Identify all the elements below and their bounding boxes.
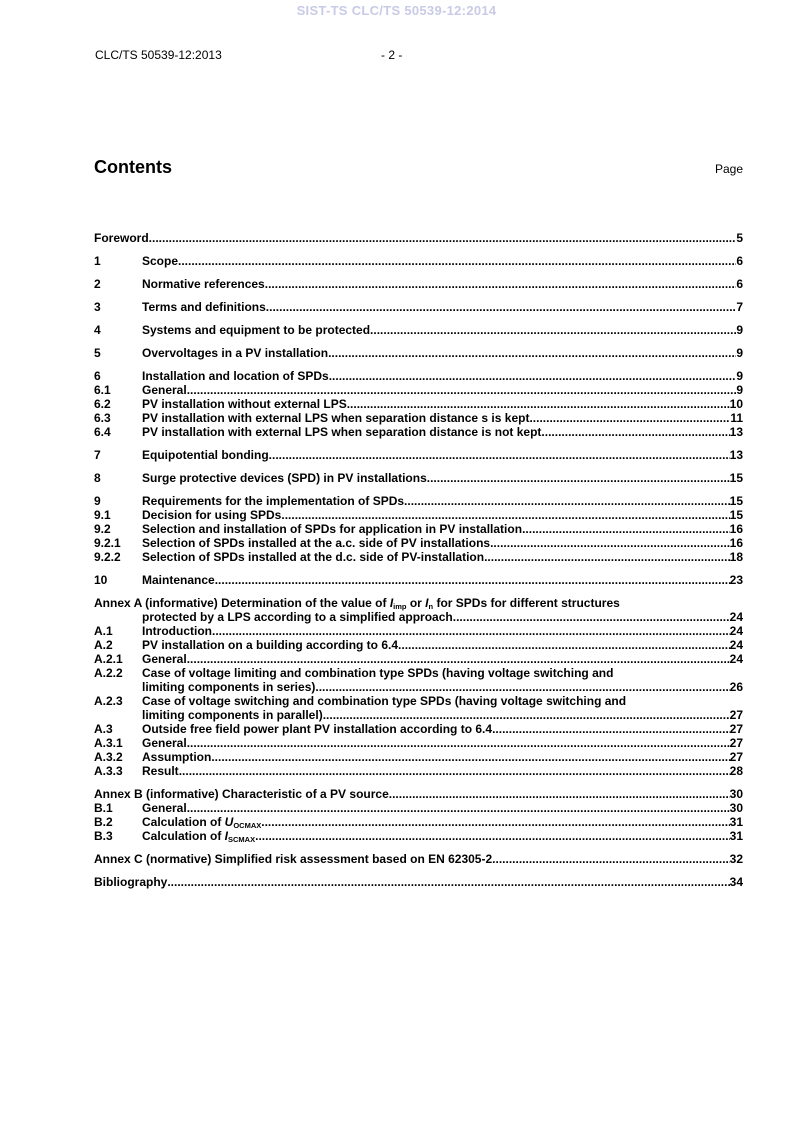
toc-entry-equipotential[interactable] <box>94 448 743 462</box>
toc-entry-page: 32 <box>729 852 743 866</box>
toc-entry-annex-a-cont[interactable] <box>94 610 743 624</box>
toc-entry-number: A.3.2 <box>94 750 123 764</box>
toc-entry-terms[interactable] <box>94 300 743 314</box>
toc-entry-title: Decision for using SPDs <box>142 508 282 522</box>
toc-entry-page: 23 <box>729 573 743 587</box>
toc-entry-foreword[interactable] <box>94 231 743 245</box>
toc-entry-number: 9.2.1 <box>94 536 121 550</box>
toc-entry-scope[interactable] <box>94 254 743 268</box>
toc-entry-title: Requirements for the implementation of SPDs <box>142 494 405 508</box>
toc-entry-spd[interactable] <box>94 471 743 485</box>
toc-entry-title: Annex B (informative) Characteristic of a PV source <box>94 787 389 801</box>
toc-entry-a-2-2[interactable] <box>94 666 743 680</box>
page-number: - 2 - <box>381 48 403 62</box>
toc-entry-systems[interactable] <box>94 323 743 337</box>
leader-dots <box>187 383 737 397</box>
toc-entry-page: 13 <box>729 448 743 462</box>
toc-entry-annex-b[interactable] <box>94 787 743 801</box>
leader-dots <box>212 624 730 638</box>
toc-entry-title: General <box>142 736 187 750</box>
toc-entry-title: Selection of SPDs installed at the d.c. side of PV-installation <box>142 550 485 564</box>
toc-entry-title: Bibliography <box>94 875 168 889</box>
toc-entry-title: protected by a LPS according to a simplified approach <box>142 610 453 624</box>
toc-entry-9-2-2[interactable] <box>94 550 743 564</box>
leader-dots <box>398 638 730 652</box>
toc-entry-page: 15 <box>729 471 743 485</box>
toc-entry-number: A.3.3 <box>94 764 123 778</box>
leader-dots <box>265 277 737 291</box>
toc-entry-page: 28 <box>729 764 743 778</box>
leader-dots <box>167 875 729 889</box>
toc-entry-a-3-1[interactable] <box>94 736 743 750</box>
toc-entry-number: 6 <box>94 369 101 383</box>
toc-entry-title: General <box>142 383 187 397</box>
leader-dots <box>492 722 730 736</box>
toc-entry-page: 24 <box>729 624 743 638</box>
toc-entry-number: 9.2 <box>94 522 111 536</box>
toc-entry-number: 3 <box>94 300 101 314</box>
leader-dots <box>215 573 730 587</box>
leader-dots <box>187 652 730 666</box>
toc-entry-number: A.2.1 <box>94 652 123 666</box>
leader-dots <box>178 254 736 268</box>
leader-dots <box>492 852 729 866</box>
toc-entry-title: Systems and equipment to be protected <box>142 323 371 337</box>
page-column-label: Page <box>714 162 743 176</box>
toc-entry-b-2[interactable] <box>94 815 743 829</box>
toc-entry-a-2-3[interactable] <box>94 694 743 708</box>
toc-entry-title: Calculation of $I_{SCMAX}$ <box>142 829 256 844</box>
toc-entry-annex-a[interactable] <box>94 596 743 610</box>
toc-entry-bibliography[interactable] <box>94 875 743 889</box>
toc-entry-a-2-3-cont[interactable] <box>94 708 743 722</box>
toc-entry-number: A.3.1 <box>94 736 123 750</box>
toc-entry-page: 10 <box>729 397 743 411</box>
toc-entry-number: A.3 <box>94 722 113 736</box>
leader-dots <box>541 425 729 439</box>
leader-dots <box>347 397 730 411</box>
toc-entry-title: limiting components in series) <box>142 680 316 694</box>
toc-entry-number: 10 <box>94 573 108 587</box>
toc-entry-page: 9 <box>736 383 743 397</box>
leader-dots <box>281 508 729 522</box>
toc-entry-title: Calculation of $U_{OCMAX}$ <box>142 815 262 830</box>
leader-dots <box>389 787 730 801</box>
toc-entry-title: Annex C (normative) Simplified risk assessment based on EN 62305-2 <box>94 852 493 866</box>
toc-entry-page: 9 <box>736 369 743 383</box>
leader-dots <box>323 708 730 722</box>
leader-dots <box>328 346 736 360</box>
toc-entry-a-3[interactable] <box>94 722 743 736</box>
toc-entry-page: 31 <box>729 829 743 843</box>
toc-entry-page: 30 <box>729 801 743 815</box>
toc-entry-page: 30 <box>729 787 743 801</box>
toc-entry-page: 24 <box>729 652 743 666</box>
toc-entry-number: 7 <box>94 448 101 462</box>
toc-entry-title: PV installation without external LPS <box>142 397 347 411</box>
leader-dots <box>453 610 730 624</box>
toc-entry-9-2[interactable] <box>94 522 743 536</box>
toc-entry-number: A.2 <box>94 638 113 652</box>
toc-entry-title: Result <box>142 764 179 778</box>
toc-entry-b-1[interactable] <box>94 801 743 815</box>
toc-entry-page: 26 <box>729 680 743 694</box>
toc-entry-annex-c[interactable] <box>94 852 743 866</box>
toc-entry-page: 31 <box>729 815 743 829</box>
toc-entry-number: B.1 <box>94 801 113 815</box>
toc-entry-page: 24 <box>729 610 743 624</box>
toc-entry-title: Introduction <box>142 624 212 638</box>
leader-dots <box>261 815 729 829</box>
toc-entry-page: 6 <box>736 277 743 291</box>
toc-entry-number: 5 <box>94 346 101 360</box>
toc-entry-number: 9 <box>94 494 101 508</box>
toc-entry-number: 9.2.2 <box>94 550 121 564</box>
toc-entry-number: 6.4 <box>94 425 111 439</box>
toc-entry-6-1[interactable] <box>94 383 743 397</box>
toc-entry-page: 27 <box>729 722 743 736</box>
leader-dots <box>484 550 730 564</box>
leader-dots <box>522 522 730 536</box>
toc-entry-page: 16 <box>729 536 743 550</box>
toc-entry-number: 1 <box>94 254 101 268</box>
contents-title: Contents <box>94 157 172 177</box>
toc-entry-title: Terms and definitions <box>142 300 266 314</box>
toc-entry-6-2[interactable] <box>94 397 743 411</box>
leader-dots <box>427 471 730 485</box>
toc-entry-title: Selection of SPDs installed at the a.c. side of PV installations <box>142 536 491 550</box>
leader-dots <box>149 231 737 245</box>
toc-entry-number: 2 <box>94 277 101 291</box>
toc-entry-page: 18 <box>729 550 743 564</box>
leader-dots <box>179 764 730 778</box>
toc-entry-number: 4 <box>94 323 101 337</box>
leader-dots <box>211 750 729 764</box>
leader-dots <box>266 300 737 314</box>
toc-entry-title: Normative references <box>142 277 265 291</box>
toc-entry-page: 16 <box>729 522 743 536</box>
toc-entry-number: 9.1 <box>94 508 111 522</box>
toc-entry-title: Case of voltage limiting and combination type SPDs (having voltage switching and <box>142 666 614 680</box>
toc-entry-6-4[interactable] <box>94 425 743 439</box>
toc-entry-title: Maintenance <box>142 573 215 587</box>
table-of-contents <box>94 231 743 889</box>
toc-entry-page: 13 <box>729 425 743 439</box>
toc-entry-title: General <box>142 801 187 815</box>
toc-entry-installation-location[interactable] <box>94 369 743 383</box>
toc-entry-title: limiting components in parallel) <box>142 708 323 722</box>
toc-entry-number: B.3 <box>94 829 113 843</box>
toc-entry-page: 24 <box>729 638 743 652</box>
leader-dots <box>490 536 730 550</box>
leader-dots <box>269 448 730 462</box>
toc-entry-6-3[interactable] <box>94 411 743 425</box>
toc-entry-normative-references[interactable] <box>94 277 743 291</box>
toc-entry-title: Foreword <box>94 231 149 245</box>
toc-entry-title: Surge protective devices (SPD) in PV installations <box>142 471 427 485</box>
toc-entry-page: 15 <box>729 508 743 522</box>
toc-entry-number: A.2.3 <box>94 694 123 708</box>
toc-entry-number: 6.3 <box>94 411 111 425</box>
leader-dots <box>255 829 730 843</box>
toc-entry-page: 11 <box>730 411 743 425</box>
toc-entry-page: 7 <box>736 300 743 314</box>
toc-entry-title: Case of voltage switching and combination type SPDs (having voltage switching and <box>142 694 627 708</box>
toc-entry-number: A.1 <box>94 624 113 638</box>
toc-entry-number: A.2.2 <box>94 666 123 680</box>
toc-entry-a-2-1[interactable] <box>94 652 743 666</box>
toc-entry-requirements[interactable] <box>94 494 743 508</box>
toc-entry-page: 9 <box>736 323 743 337</box>
toc-entry-title: Installation and location of SPDs <box>142 369 329 383</box>
toc-entry-page: 27 <box>729 750 743 764</box>
toc-entry-b-3[interactable] <box>94 829 743 843</box>
toc-entry-title: Assumption <box>142 750 212 764</box>
toc-entry-number: B.2 <box>94 815 113 829</box>
toc-entry-9-2-1[interactable] <box>94 536 743 550</box>
toc-entry-number: 6.2 <box>94 397 111 411</box>
toc-entry-page: 27 <box>729 736 743 750</box>
toc-entry-page: 15 <box>729 494 743 508</box>
toc-entry-a-2[interactable] <box>94 638 743 652</box>
toc-entry-number: 6.1 <box>94 383 111 397</box>
toc-entry-title: Selection and installation of SPDs for application in PV installation <box>142 522 523 536</box>
toc-entry-title: Scope <box>142 254 179 268</box>
toc-entry-page: 27 <box>729 708 743 722</box>
toc-entry-a-1[interactable] <box>94 624 743 638</box>
toc-entry-9-1[interactable] <box>94 508 743 522</box>
toc-entry-number: 8 <box>94 471 101 485</box>
leader-dots <box>187 801 730 815</box>
leader-dots <box>329 369 737 383</box>
toc-entry-title: Outside free field power plant PV installation according to 6.4 <box>142 722 493 736</box>
toc-entry-page: 34 <box>729 875 743 889</box>
leader-dots <box>529 411 730 425</box>
toc-entry-a-3-2[interactable] <box>94 750 743 764</box>
toc-entry-title: Overvoltages in a PV installation <box>142 346 329 360</box>
toc-entry-page: 9 <box>736 346 743 360</box>
toc-entry-title: General <box>142 652 187 666</box>
toc-entry-page: 5 <box>736 231 743 245</box>
toc-entry-title: Equipotential bonding <box>142 448 269 462</box>
leader-dots <box>187 736 730 750</box>
toc-entry-page: 6 <box>736 254 743 268</box>
document-id: CLC/TS 50539-12:2013 <box>95 48 222 62</box>
toc-entry-title: Annex A (informative) Determination of the value of $I_{imp}$ or $I_n$ for SPDs for different structures <box>94 596 620 611</box>
toc-entry-title: PV installation on a building according to 6.4 <box>142 638 399 652</box>
leader-dots <box>315 680 729 694</box>
toc-entry-a-2-2-cont[interactable] <box>94 680 743 694</box>
leader-dots <box>404 494 730 508</box>
toc-entry-overvoltages[interactable] <box>94 346 743 360</box>
leader-dots <box>370 323 736 337</box>
toc-entry-title: PV installation with external LPS when separation distance is not kept <box>142 425 542 439</box>
toc-entry-a-3-3[interactable] <box>94 764 743 778</box>
toc-entry-maintenance[interactable] <box>94 573 743 587</box>
watermark: SIST-TS CLC/TS 50539-12:2014 <box>296 3 497 18</box>
toc-entry-title: PV installation with external LPS when separation distance s is kept <box>142 411 530 425</box>
